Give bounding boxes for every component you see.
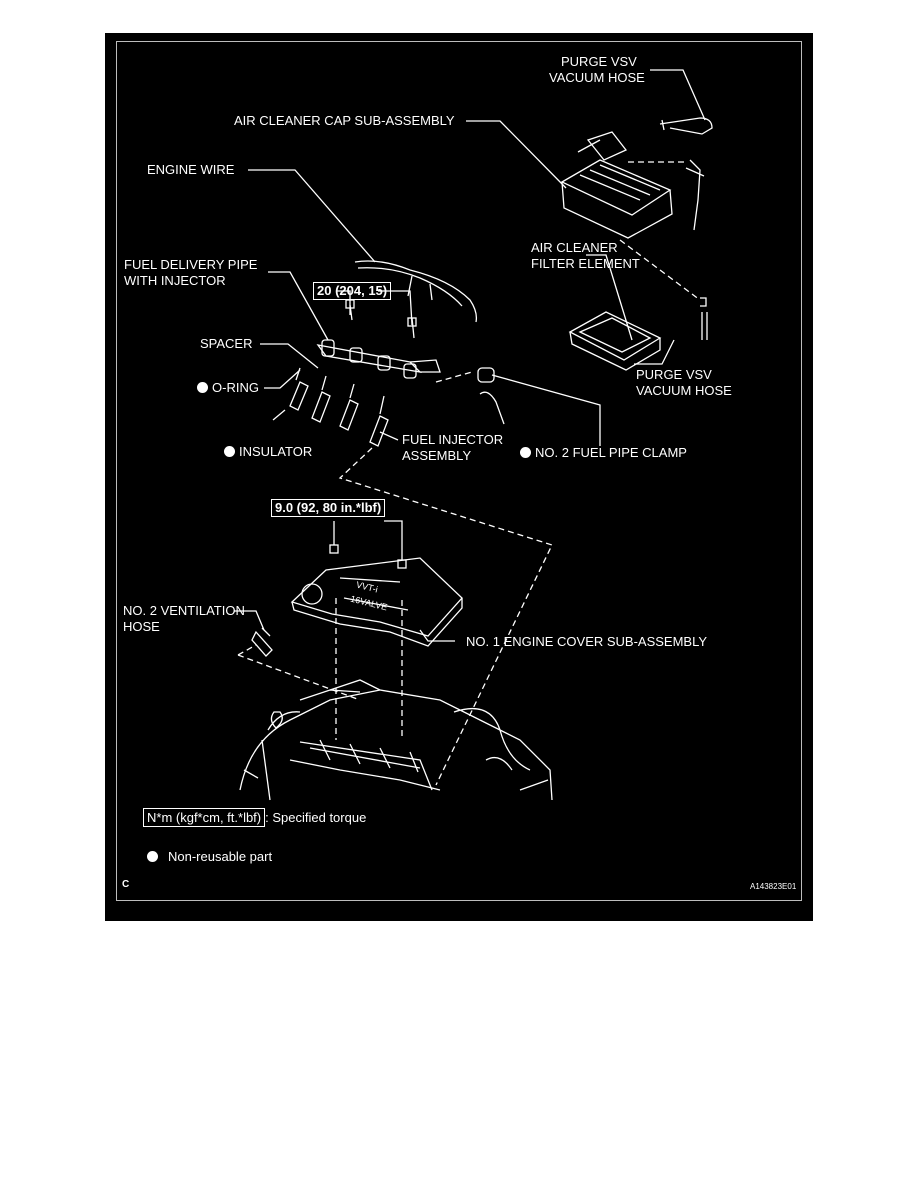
- footer-figure-code: A143823E01: [750, 882, 797, 891]
- label-fuel-injector-2: ASSEMBLY: [402, 448, 472, 463]
- label-o-ring: O-RING: [212, 380, 259, 395]
- label-insulator: INSULATOR: [239, 444, 313, 459]
- label-purge-vsv-top-2: VACUUM HOSE: [549, 70, 645, 85]
- nonreusable-dot-icon: [147, 851, 158, 862]
- nonreusable-dot-icon: [224, 446, 235, 457]
- label-o-ring-row: [197, 380, 259, 396]
- leader-lines: [234, 70, 705, 641]
- footer-left-code: C: [122, 879, 130, 890]
- legend-torque: [143, 810, 366, 826]
- engine-block: [240, 680, 552, 800]
- engine-cover: [292, 545, 462, 646]
- fuel-delivery-pipe: [318, 300, 440, 378]
- torque-badge-delivery-pipe: 20 (204, 15): [313, 282, 391, 300]
- fuel-injectors: [290, 368, 388, 446]
- fuel-pipe-clamp: [478, 368, 504, 424]
- legend-torque-unit: N*m (kgf*cm, ft.*lbf): [143, 808, 265, 827]
- label-purge-vsv-bottom-2: VACUUM HOSE: [636, 383, 732, 398]
- label-engine-wire: ENGINE WIRE: [147, 162, 235, 177]
- label-fuel-delivery-pipe-2: WITH INJECTOR: [124, 273, 226, 288]
- cover-text-vvti: VVT-i: [355, 579, 379, 595]
- legend-torque-desc: : Specified torque: [265, 810, 367, 825]
- label-air-cleaner-filter: AIR CLEANER: [531, 240, 618, 255]
- label-ventilation-hose-2: HOSE: [123, 619, 160, 634]
- label-fuel-pipe-clamp: NO. 2 FUEL PIPE CLAMP: [535, 445, 687, 460]
- label-fuel-pipe-clamp-row: [520, 445, 687, 461]
- label-insulator-row: [224, 444, 312, 460]
- label-ventilation-hose: NO. 2 VENTILATION: [123, 603, 245, 618]
- label-air-cleaner-filter-2: FILTER ELEMENT: [531, 256, 640, 271]
- purge-vsv-hose-bottom: [700, 298, 707, 340]
- legend-nonreusable: [147, 849, 272, 865]
- air-cleaner-filter-element: [570, 312, 660, 370]
- air-cleaner-cap: [562, 132, 704, 238]
- label-purge-vsv-bottom: PURGE VSV: [636, 367, 712, 382]
- nonreusable-dot-icon: [197, 382, 208, 393]
- label-air-cleaner-cap: AIR CLEANER CAP SUB-ASSEMBLY: [234, 113, 455, 128]
- label-fuel-injector: FUEL INJECTOR: [402, 432, 504, 447]
- label-fuel-delivery-pipe: FUEL DELIVERY PIPE: [124, 257, 258, 272]
- cover-text-16valve: 16VALVE: [349, 593, 389, 613]
- purge-vsv-hose-top: [660, 118, 712, 134]
- label-purge-vsv-top: PURGE VSV: [561, 54, 637, 69]
- torque-badge-engine-cover: 9.0 (92, 80 in.*lbf): [271, 499, 385, 517]
- label-spacer: SPACER: [200, 336, 253, 351]
- ventilation-hose: [252, 628, 272, 656]
- label-engine-cover: NO. 1 ENGINE COVER SUB-ASSEMBLY: [466, 634, 708, 649]
- legend-nonreusable-desc: Non-reusable part: [168, 849, 273, 864]
- nonreusable-dot-icon: [520, 447, 531, 458]
